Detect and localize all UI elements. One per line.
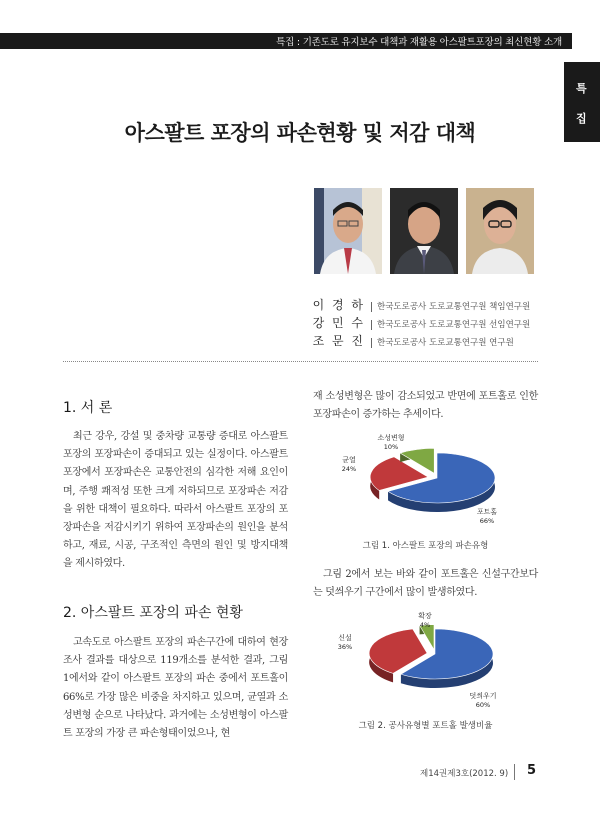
section-1-heading: 1. 서 론 <box>63 400 113 416</box>
value-label-소성변형: 10% <box>383 443 399 451</box>
author-affiliation: 한국도로공사 도로교통연구원 책임연구원 <box>371 302 530 312</box>
article-title: 아스팔트 포장의 파손현황 및 저감 대책 <box>124 121 476 145</box>
label-소성변형: 소성변형 <box>377 434 405 442</box>
page-number: 5 <box>527 763 537 778</box>
right-paragraph-2: 그림 2에서 보는 바와 같이 포트홀은 신설구간보다는 덧씌우기 구간에서 많이 발생하였다. <box>313 569 538 599</box>
label-덧씌우기: 덧씌우기 <box>469 692 497 700</box>
author-photo-2 <box>390 188 458 274</box>
author-name: 이 경 하 <box>312 298 365 312</box>
pie1-slices <box>370 448 495 512</box>
figure-2-caption: 그림 2. 공사유형별 포트홀 발생비율 <box>358 721 493 731</box>
section-divider <box>63 361 538 362</box>
section-2-paragraph: 고속도로 아스팔트 포장의 파손구간에 대하여 현장조사 결과를 대상으로 119개소를 분석한 결과, 그림 1에서와 같이 아스팔트 포장의 파손 중에서 포트홀이 66%로 가장 많은 비중을 차지하고 있으며, 균열과 소성변형 순으로 나타났다. 과거에는 소성변형이 아스팔트 포장의 가장 큰 파손형태이었으나, 현 <box>63 637 288 740</box>
header-bar <box>0 33 572 49</box>
value-label-균열: 24% <box>341 465 357 473</box>
pie-chart-2 <box>325 608 525 716</box>
label-확장: 확장 <box>418 612 432 620</box>
value-label-확장: 4% <box>419 621 431 629</box>
pie2-slices <box>369 625 493 688</box>
section-2-heading: 2. 아스팔트 포장의 파손 현황 <box>63 605 243 621</box>
label-포트홀: 포트홀 <box>476 508 498 516</box>
author-1 <box>305 294 530 310</box>
series-header: 특집 : 기존도로 유지보수 대책과 재활용 아스팔트포장의 최신현황 소개 <box>276 37 562 48</box>
author-name: 강 민 수 <box>312 316 365 330</box>
figure-1-caption: 그림 1. 아스팔트 포장의 파손유형 <box>362 541 489 551</box>
pie-chart-1 <box>325 428 525 528</box>
author-name: 조 문 진 <box>312 334 365 348</box>
label-신설: 신설 <box>338 634 352 642</box>
label-균열: 균열 <box>342 456 356 464</box>
issue-info: 제14권제3호(2012. 9) <box>420 769 509 779</box>
value-label-덧씌우기: 60% <box>475 701 491 709</box>
author-2 <box>305 312 530 328</box>
right-paragraph-1: 재 소성변형은 많이 감소되었고 반면에 포트홀로 인한 포장파손이 증가하는 추세이다. <box>313 391 538 421</box>
footer-separator <box>514 764 515 780</box>
side-tab-char-2: 집 <box>576 112 587 125</box>
section-1-paragraph: 최근 강우, 강설 및 중차량 교통량 증대로 아스팔트 포장의 포장파손이 증대되고 있는 실정이다. 아스팔트 포장에서 포장파손은 교통안전의 심각한 저해 요인이며, 주행 쾌적성 또한 크게 저하되므로 포장파손 저감을 위한 대책이 필요하다. 따라서 아스팔트 포장의 포장파손을 저감시키기 위하여 포장파손의 원인을 분석하고, 재료, 시공, 구조적인 측면의 원인 및 방지대책을 제시하였다. <box>63 431 288 570</box>
author-3 <box>305 330 514 346</box>
author-affiliation: 한국도로공사 도로교통연구원 연구원 <box>371 338 514 348</box>
author-photo-1 <box>314 188 382 274</box>
side-tab-char-1: 특 <box>576 82 587 95</box>
value-label-신설: 36% <box>337 643 353 651</box>
author-photo-3 <box>466 188 534 274</box>
value-label-포트홀: 66% <box>479 517 495 525</box>
author-affiliation: 한국도로공사 도로교통연구원 선임연구원 <box>371 320 530 330</box>
